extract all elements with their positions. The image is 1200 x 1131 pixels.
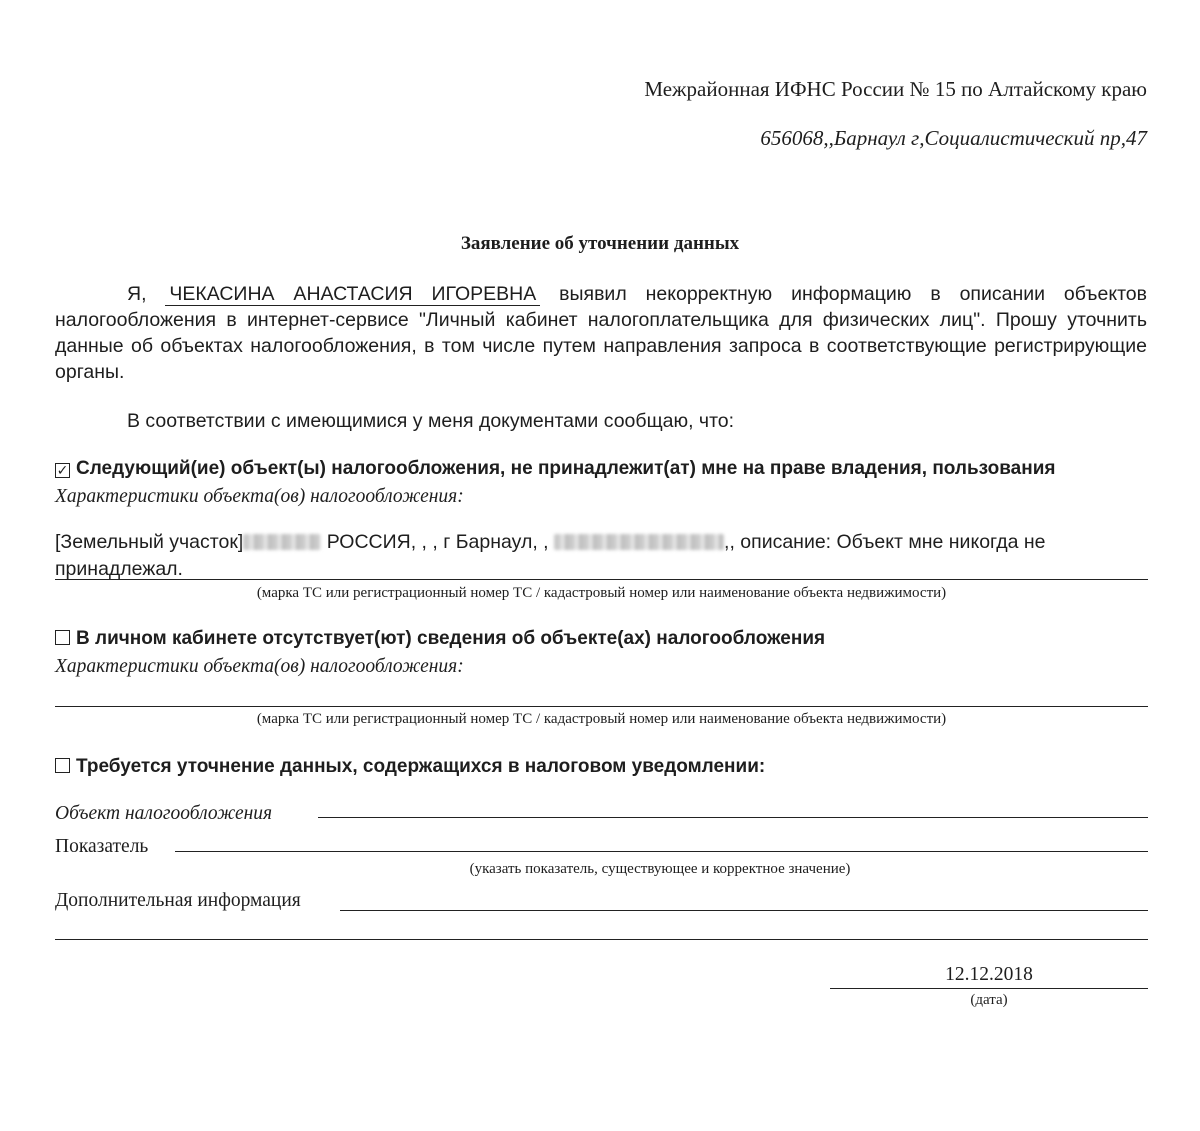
applicant-name: ЧЕКАСИНА АНАСТАСИЯ ИГОРЕВНА	[165, 283, 540, 306]
indicator-caption: (указать показатель, существующее и корректное значение)	[469, 861, 851, 877]
section2-subheading: Характеристики объекта(ов) налогообложения:	[55, 656, 464, 677]
section2-underline[interactable]	[55, 706, 1148, 707]
section1-heading: Следующий(ие) объект(ы) налогообложения, не принадлежит(ат) мне на праве владения, пользования	[76, 458, 1056, 479]
checkmark-icon: ✓	[56, 462, 69, 478]
section1-caption: (марка ТС или регистрационный номер ТС / кадастровый номер или наименование объекта недвижимости)	[256, 585, 947, 601]
date-caption: (дата)	[970, 992, 1008, 1008]
intro-text: выявил некорректную информацию в описании объектов налогообложения в интернет-сервисе "Личный кабинет налогоплательщика для физических лиц". Прошу уточнить данные об объектах налогообложения, в том числе путем направления запроса в соответствующие регистрирующие органы.	[55, 283, 1147, 383]
object-label: Объект налогообложения	[55, 803, 273, 824]
additional-info-line1[interactable]	[340, 910, 1148, 911]
section2-heading: В личном кабинете отсутствует(ют) сведения об объекте(ах) налогообложения	[76, 628, 826, 649]
section1-heading-row	[55, 458, 1056, 480]
additional-info-line2[interactable]	[55, 939, 1148, 940]
section2-checkbox[interactable]	[55, 630, 70, 645]
section1-subheading: Характеристики объекта(ов) налогообложения:	[55, 486, 464, 507]
indicator-label: Показатель	[55, 836, 149, 857]
section3-heading: Требуется уточнение данных, содержащихся в налоговом уведомлении:	[76, 756, 766, 777]
section2-caption: (марка ТС или регистрационный номер ТС / кадастровый номер или наименование объекта недвижимости)	[256, 711, 947, 727]
section3-heading-row	[55, 756, 765, 778]
tax-authority-address: 656068,,Барнаул г,Социалистический пр,47	[760, 126, 1147, 150]
indicator-field-line[interactable]	[175, 851, 1148, 852]
date-line	[830, 988, 1148, 989]
redacted-cadastral-number	[243, 534, 321, 550]
redacted-address	[554, 534, 724, 550]
object-field-line[interactable]	[318, 817, 1148, 818]
object-description: ,, описание: Объект мне никогда не	[724, 531, 1046, 553]
intro-paragraph	[55, 281, 1147, 385]
section1-description-line2: принадлежал.	[55, 558, 183, 580]
section1-checkbox[interactable]	[55, 463, 70, 478]
tax-authority-name: Межрайонная ИФНС России № 15 по Алтайскому краю	[644, 77, 1147, 101]
section1-object-line	[55, 531, 1046, 554]
additional-info-label: Дополнительная информация	[55, 890, 301, 911]
section2-heading-row	[55, 628, 825, 650]
document-title: Заявление об уточнении данных	[460, 233, 740, 254]
object-type: [Земельный участок]	[55, 531, 244, 553]
intro-prefix: Я,	[127, 283, 147, 305]
date-value: 12.12.2018	[945, 964, 1033, 985]
documents-statement: В соответствии с имеющимися у меня документами сообщаю, что:	[127, 410, 735, 432]
object-location: РОССИЯ, , , г Барнаул, ,	[326, 531, 549, 553]
section1-underline	[55, 579, 1148, 580]
section3-checkbox[interactable]	[55, 758, 70, 773]
